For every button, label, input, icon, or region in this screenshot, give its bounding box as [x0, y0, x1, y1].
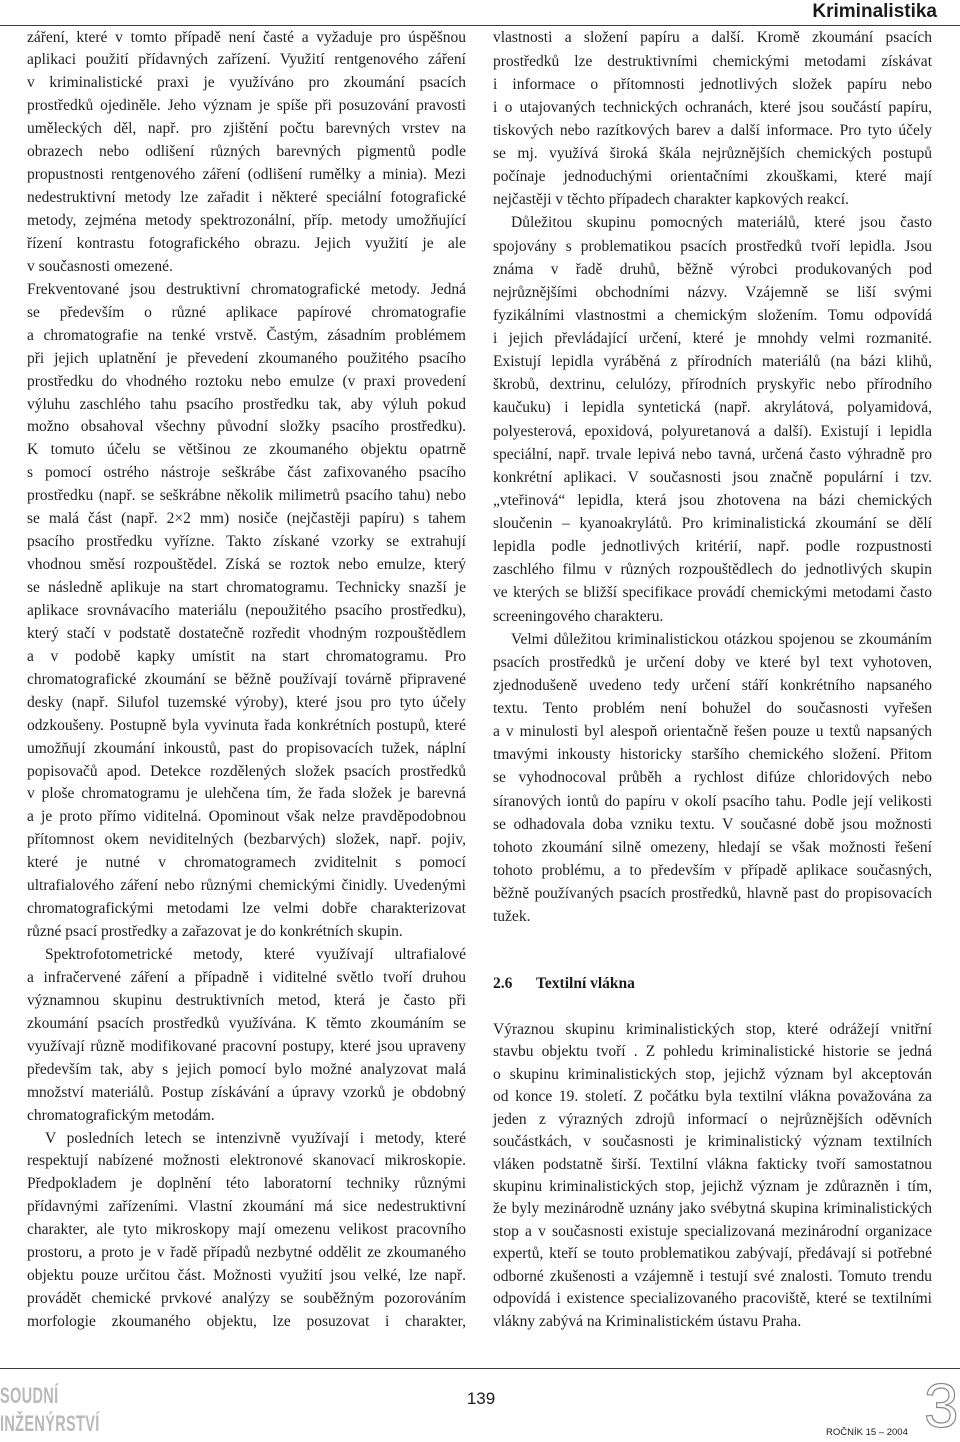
paragraph	[27, 944, 466, 1128]
text-line: v současnosti omezené.	[27, 257, 173, 275]
text-line: prostředků lze destruktivními chemickými metodami získávat	[493, 52, 932, 70]
journal-logo	[0, 1382, 100, 1438]
text-line: chromatografickými metodami lze velmi dobře charakterizovat	[27, 900, 466, 918]
text-line: v ploše chromatogramu je ulehčena tím, že řada složek je barevná	[27, 785, 466, 803]
paragraph	[493, 26, 932, 211]
text-line: odborné zkušenosti a vzájemně i testují své znalosti. Tomuto trendu	[493, 1267, 932, 1285]
text-line: přítomnost okem neviditelných (bezbarvých) složek, např. pojiv,	[27, 831, 466, 849]
text-line: spojovány s problematikou psacích prostředků tvoří lepidla. Jsou	[493, 237, 932, 255]
text-line: lepidla podle jednotlivých kritérií, např. podle rozpustnosti	[493, 538, 932, 556]
section-number: 2.6	[493, 975, 513, 992]
right-column-top	[493, 26, 932, 928]
text-line: využívají různě modifikované pracovní postupy, které jsou upraveny	[27, 1037, 466, 1055]
text-line: při jejich uplatnění je převedení zkoumaného použitého psacího	[27, 349, 466, 367]
text-line: množství materiálů. Postup získávání a úpravy vzorků je obdobný	[27, 1083, 466, 1101]
text-line: nedestruktivní metody lze zařadit i některé speciální fotografické	[27, 189, 466, 207]
text-line: vlákny zabývá na Kriminalistickém ústavu Praha.	[493, 1312, 802, 1330]
text-line: jeden z výrazných zdrojů informací o nejrůznějších oděvních	[493, 1110, 932, 1128]
paragraph	[493, 1019, 932, 1333]
text-line: tohoto problému, a to především v případě aplikace současných,	[493, 861, 932, 879]
text-line: od konce 19. století. Z počátku byla textilní vlákna považována za	[493, 1088, 932, 1106]
text-line: Předpokladem je doplnění této laboratorní techniky různými	[27, 1175, 466, 1193]
text-line: expertů, kteří se touto problematikou zabývají, předávají si potřebné	[493, 1245, 932, 1263]
text-line: a v minulosti byl alespoň orientačně řešen pouze u textů napsaných	[493, 723, 932, 741]
text-line: součástkách, v současnosti je kriminalistický význam textilních	[493, 1133, 932, 1151]
text-line: i informace o přítomnosti jednotlivých složek papíru nebo	[493, 75, 932, 93]
text-line: charakter, ale tyto mikroskopy mají omezenu velikost pracovního	[27, 1221, 466, 1239]
text-line: sloučenin – kyanoakrylátů. Pro kriminalistická zkoumání se dělí	[493, 515, 932, 533]
text-line: výluhu zaschlého tahu psacího prostředku tak, aby výluh pokud	[27, 395, 466, 413]
section-heading	[493, 972, 932, 995]
text-line: obrazech nebo odlišení různých barevných pigmentů podle	[27, 143, 466, 161]
text-line: především tak, aby s jejich pomocí bylo možné analyzovat malá	[27, 1060, 466, 1078]
text-line: „vteřinová“ lepidla, která jsou zhotovena na bázi chemických	[493, 491, 932, 509]
text-line: škrobů, dextrinu, celulózy, přírodních pryskyřic nebo přírodního	[493, 376, 932, 394]
text-line: desky (např. Silufol tuzemské výroby), které jsou pro tyto účely	[27, 693, 466, 711]
running-header: Kriminalistika	[812, 1, 937, 22]
text-line: které je nutné v chromatogramech zviditelnit s pomocí	[27, 854, 466, 872]
text-line: a infračervené záření a případně i viditelné světlo tvoří druhou	[27, 968, 466, 986]
text-line: Výraznou skupinu kriminalistických stop, které odrážejí vnitřní	[493, 1020, 932, 1038]
left-column	[27, 27, 466, 1334]
text-line: nejrůznějšími obchodními názvy. Vzájemně se liší svými	[493, 283, 932, 301]
text-line: a v podobě kapky umístit na start chromatogramu. Pro	[27, 647, 466, 665]
text-line: aplikace srovnávacího materiálu (nepoužitého psacího prostředku),	[27, 601, 466, 619]
text-line: počínaje jednoduchými orientačními zkouškami, které mají	[493, 168, 932, 186]
text-line: se následně aplikuje na start chromatogramu. Technicky snazší je	[27, 579, 466, 596]
text-line: se především o různé aplikace papírové chromatografie	[27, 303, 466, 321]
text-line: ultrafialového záření nebo různými chemickými činidly. Uvedenými	[27, 877, 466, 895]
text-line: o skupinu kriminalistických stop, jejichž význam byl akceptován	[493, 1065, 932, 1083]
text-line: různé psací prostředky a zařazovat je do konkrétních skupin.	[27, 923, 403, 941]
text-line: prostředků ojediněle. Jeho význam je spíše při posuzování pravosti	[27, 97, 466, 115]
text-line: záření, které v tomto případě není časté a vyžaduje pro úspěšnou	[27, 28, 466, 46]
paragraph	[493, 628, 932, 929]
logo-line: INŽENÝRSTVÍ	[0, 1411, 100, 1436]
paragraph	[27, 27, 466, 279]
text-line: ve kterých se bližší specifikace provádí chemickými metodami často	[493, 584, 932, 602]
text-line: chromatografické zkoumání se běžně používají továrně připravené	[27, 670, 466, 688]
text-line: se odhadovala doba vzniku textu. V současné době jsou možnosti	[493, 815, 932, 833]
text-line: vláken podstatně širší. Textilní vlákna fakticky tvoří samostatnou	[493, 1155, 932, 1173]
text-line: prostředku do vhodného roztoku nebo emulze (v praxi provedení	[27, 372, 466, 390]
text-line: metody, zejména metody spektrozonální, příp. metody umožňující	[27, 212, 466, 229]
text-line: v kriminalistické praxi je využíváno pro zkoumání psacích	[27, 74, 466, 92]
text-line: že byly mezinárodně uznány jako svébytná skupina kriminalistických	[493, 1200, 932, 1218]
text-line: psacího prostředku vyřízne. Takto získané vzorky se extrahují	[27, 533, 466, 551]
text-line: nejčastěji v těchto případech charakter kapkových reakcí.	[493, 191, 849, 209]
text-line: Frekventované jsou destruktivní chromatografické metody. Jedná	[27, 280, 466, 298]
text-line: známa v řadě druhů, běžně výrobci produkovaných pod	[493, 260, 932, 278]
text-line: se mj. využívá široká škála nejrůznějších chemických postupů	[493, 145, 932, 163]
text-line: i jejich převládající určení, které je mnohdy velmi rozmanité.	[493, 330, 932, 348]
text-line: možno obsahoval všechny původní složky psacího prostředku).	[27, 418, 466, 436]
text-line: který stačí v podstatě dostatečně rozředit vhodným rozpouštědlem	[27, 624, 466, 642]
text-line: tmavými inkousty historicky staršího chemického složení. Přitom	[493, 746, 932, 764]
issue-number: 3	[924, 1372, 959, 1441]
text-line: zaschlého filmu v různých rozpouštědlech do jednotlivých skupin	[493, 561, 932, 579]
text-line: Spektrofotometrické metody, které využívají ultrafialové	[45, 946, 466, 963]
text-line: řízení kontrastu fotografického obrazu. Jejich využití je ale	[27, 234, 466, 252]
text-line: Existují lepidla vyráběná z přírodních materiálů (na bázi klihů,	[493, 353, 932, 371]
paragraph	[493, 211, 932, 627]
text-line: propustnosti rentgenového záření (odlišení rumělky a minia). Mezi	[27, 166, 466, 184]
footer-rule	[0, 1368, 960, 1369]
text-line: odpovídá i existence specializovaného pracoviště, které se textilními	[493, 1290, 932, 1308]
text-line: objektu pouze určitou část. Možnosti využití jsou velké, lze např.	[27, 1267, 466, 1285]
text-line: vhodnou směsí rozpouštědel. Získá se roztok nebo emulze, který	[27, 556, 466, 574]
page-number: 139	[466, 1389, 496, 1408]
text-line: se vyhodnocoval průběh a rychlost difúze chloridových nebo	[493, 769, 932, 787]
text-line: K tomuto účelu se většinou ze zkoumaného objektu opatrně	[27, 441, 466, 459]
text-line: umožňují zkoumání inkoustů, past do propisovacích tužek, náplní	[27, 739, 466, 757]
text-line: Velmi důležitou kriminalistickou otázkou spojenou se zkoumáním	[511, 630, 932, 648]
text-line: fyzikálními vlastnostmi a chemickým složením. Tomu odpovídá	[493, 306, 932, 324]
text-line: speciální, např. trvale lepivá nebo tavná, určená často výhradně pro	[493, 445, 932, 463]
paragraph	[27, 279, 466, 944]
text-line: zjednodušeně uvedeno tedy určení stáří konkrétního napsaného	[493, 676, 932, 694]
text-line: běžně používaných psacích prostředků, hlavně past do propisovacích	[493, 885, 932, 903]
text-line: tohoto zkoumání silně omezeny, hledají se však možnosti řešení	[493, 838, 932, 856]
text-line: popisovačů apod. Detekce rozdělených složek psacích prostředků	[27, 762, 466, 780]
text-line: s pomocí ostrého nástroje seškrábe část zafixovaného psacího	[27, 464, 466, 482]
text-line: respektují nabízené možnosti elektronové skanovací mikroskopie.	[27, 1152, 466, 1170]
text-line: skupinu kriminalistických stop, jejichž význam je zdůrazněn i tím,	[493, 1177, 932, 1195]
text-line: odzkoušeny. Postupně byla vyvinuta řada konkrétních postupů, které	[27, 716, 466, 734]
text-line: vlastnosti a složení papíru a další. Kromě zkoumání psacích	[493, 29, 932, 47]
text-line: přídavnými zařízeními. Vlastní zkoumání má sice nedestruktivní	[27, 1198, 466, 1216]
text-line: se malá část (např. 2×2 mm) nosiče (nejčastěji papíru) s tahem	[27, 510, 466, 528]
text-line: psacích prostředků je určení doby ve které byl text vyhotoven,	[493, 653, 932, 671]
logo-line: SOUDNÍ	[0, 1383, 59, 1408]
text-line: chromatografickým metodám.	[27, 1106, 215, 1124]
section-title: Textilní vlákna	[536, 975, 635, 992]
text-line: významnou skupinu destruktivních metod, která je často při	[27, 991, 466, 1009]
text-line: polyesterová, epoxidová, polyuretanová a další). Existují i lepidla	[493, 422, 932, 440]
text-line: zkoumání psacích prostředků využívána. K těmto zkoumáním se	[27, 1014, 466, 1032]
text-line: aplikaci použití přídavných zařízení. Využití rentgenového záření	[27, 51, 466, 69]
text-line: tužek.	[493, 908, 531, 926]
volume-label: ROČNÍK 15 – 2004	[826, 1427, 908, 1438]
text-line: textu. Tento problém není bohužel do současnosti vyřešen	[493, 700, 932, 718]
paragraph	[27, 1128, 466, 1334]
text-line: screeningového charakteru.	[493, 607, 664, 625]
text-line: V posledních letech se intenzivně využívají i metody, které	[45, 1129, 466, 1147]
text-line: prostředku (např. se seškrábne několik milimetrů psacího tahu) nebo	[27, 487, 466, 505]
text-line: stavbu objektu tvoří . Z pohledu kriminalistické historie se jedná	[493, 1043, 932, 1061]
text-line: tiskových nebo razítkových barev a další informace. Pro tyto účely	[493, 121, 932, 139]
text-line: konkrétní aplikaci. V současnosti jsou značně populární i tzv.	[493, 468, 932, 486]
text-line: morfologie zkoumaného objektu, lze posuzovat i charakter,	[27, 1313, 466, 1330]
text-line: a chromatografie na tenké vrstvě. Častým, zásadním problémem	[27, 326, 466, 344]
text-line: prostoru, a proto je v řadě případů nezbytné oddělit ze zkoumaného	[27, 1244, 466, 1262]
text-line: provádět chemické prvkové analýzy se souběžným pozorováním	[27, 1290, 466, 1308]
text-line: kaučuku) i lepidla syntetická (např. akrylátová, polyamidová,	[493, 399, 932, 417]
text-line: uměleckých děl, např. pro zjištění počtu barevných vrstev na	[27, 120, 466, 138]
text-line: síranových iontů do papíru v okolí psacího tahu. Podle její velikosti	[493, 792, 932, 810]
text-line: i o utajovaných technických ochranách, které jsou součástí papíru,	[493, 98, 932, 116]
text-line: Důležitou skupinu pomocných materiálů, které jsou často	[511, 214, 932, 232]
text-line: a je proto přímo viditelná. Opominout však nelze pravděpodobnou	[27, 808, 466, 826]
right-column-bottom	[493, 1019, 932, 1333]
text-line: stop a v současnosti existuje specializovaná mezinárodní organizace	[493, 1222, 932, 1240]
